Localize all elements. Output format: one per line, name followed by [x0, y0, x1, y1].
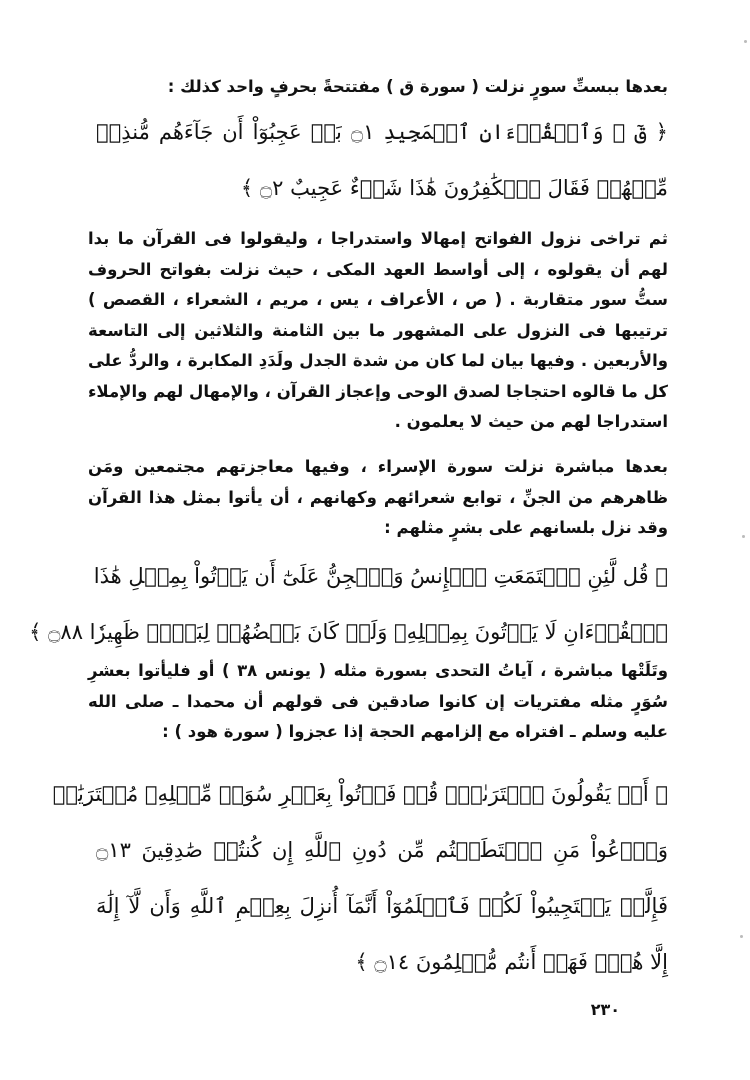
- scan-speck: [744, 40, 747, 43]
- scan-speck: [740, 935, 743, 938]
- intro-paragraph: بعدها ببستِّ سورٍ نزلت ( سورة ق ) مفتتحةً بحرفٍ واحد كذلك :: [167, 77, 668, 96]
- verse-line: ﴿ أَمۡ يَقُولُونَ ٱفۡتَرَىٰهُۖ قُلۡ فَأۡتُواْ بِعَشۡرِ سُوَرٖ مِّثۡلِهِۦ مُفۡتَرَيَٰتٖ: [52, 782, 668, 806]
- verse-line: مِّنۡهُمۡ فَقَالَ ٱلۡكَٰفِرُونَ هَٰذَا شَيۡءٌ عَجِيبٌ ۝٢ ﴾: [240, 176, 668, 200]
- body-paragraph: ثم تراخى نزول الفواتح إمهالا واستدراجا ، وليقولوا فى القرآن ما بدا لهم أن يقولوه ، إلى أواسط العهد المكى ، حيث نزلت بفواتح الحروف ستُّ سور متقاربة . ( ص ، الأعراف ، يس ، مريم ، الشعراء ، القصص ) ترتيبها فى النزول على المشهور ما بين الثامنة والثلاثين إلى التاسعة والأربعين . وفيها بيان لما كان من شدة الجدل ولَدَدِ المكابرة ، والردُّ على كل ما قالوه احتجاجا لصدق الوحى وإعجاز القرآن ، والإمهال لهم والإملاء استدراجا لهم من حيث لا يعلمون .: [88, 229, 668, 431]
- quran-verse-qaf: [96, 104, 668, 216]
- verse-line: فَإِلَّمۡ يَسۡتَجِيبُواْ لَكُمۡ فَٱعۡلَمُوٓاْ أَنَّمَآ أُنزِلَ بِعِلۡمِ ٱللَّهِ وَأَن لَّآ إِلَٰهَ: [96, 894, 668, 918]
- verse-line: ﴿ قٓ ۚ وَٱلۡقُرۡءَانِ ٱلۡمَجِيدِ ۝١ بَلۡ عَجِبُوٓاْ أَن جَآءَهُم مُّنذِرٞ: [96, 120, 668, 144]
- body-paragraph: وتَلَتْها مباشرة ، آياتُ التحدى بسورة مثله ( يونس ٣٨ ) أو فليأتوا بعشرِ سُوَرٍ مثله مفتريات إن كانوا صادقين فى قولهم أن محمدا ـ صلى الله عليه وسلم ـ افتراه مع إلزامهم الحجة إذا عجزوا ( سورة هود ) :: [88, 661, 668, 741]
- body-paragraph: بعدها مباشرة نزلت سورة الإسراء ، وفيها معاجزتهم مجتمعين ومَن ظاهرهم من الجنِّ ، توابع شعرائهم وكهانهم ، أن يأتوا بمثل هذا القرآن وقد نزل بلسانهم على بشرٍ مثلهم :: [88, 457, 668, 537]
- scan-speck: [742, 535, 745, 538]
- verse-line: ﴿ قُل لَّئِنِ ٱجۡتَمَعَتِ ٱلۡإِنسُ وَٱلۡجِنُّ عَلَىٰٓ أَن يَأۡتُواْ بِمِثۡلِ هَٰذَا: [93, 564, 668, 588]
- quran-verse-hud: [52, 766, 668, 990]
- verse-line: إِلَّا هُوَۖ فَهَلۡ أَنتُم مُّسۡلِمُونَ ۝١٤ ﴾: [355, 950, 668, 974]
- verse-line: ٱلۡقُرۡءَانِ لَا يَأۡتُونَ بِمِثۡلِهِۦ وَلَوۡ كَانَ بَعۡضُهُمۡ لِبَعۡضٖ ظَهِيرٗا ۝٨٨ ﴾: [29, 620, 668, 644]
- page-number: ٢٣٠: [590, 1000, 620, 1019]
- quran-verse-isra: [29, 548, 668, 660]
- verse-line: وَٱدۡعُواْ مَنِ ٱسۡتَطَعۡتُم مِّن دُونِ ٱللَّهِ إِن كُنتُمۡ صَٰدِقِينَ ۝١٣: [96, 838, 668, 862]
